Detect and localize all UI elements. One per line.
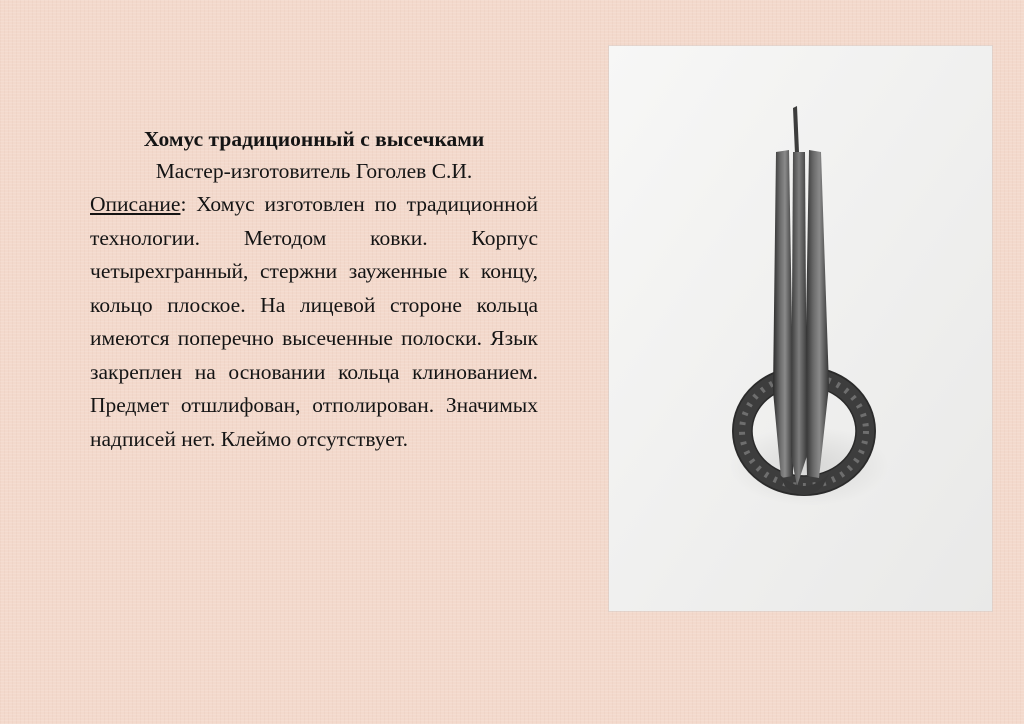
- text-block: [90, 124, 538, 456]
- master-line: Мастер-изготовитель Гоголев С.И.: [155, 159, 473, 183]
- jaw-harp-photo: [609, 46, 992, 611]
- description-separator: :: [180, 192, 187, 216]
- description-text: Хомус изготовлен по традиционной технологии. Методом ковки. Корпус четырехгранный, стержни зауженные к концу, кольцо плоское. На лицевой стороне кольца имеются поперечно высеченные полоски. Язык закреплен на основании кольца клинованием. Предмет отшлифован, отполирован. Значимых надписей нет. Клеймо отсутствует.: [90, 192, 538, 451]
- description-paragraph: [90, 188, 538, 456]
- item-title: Хомус традиционный с высечками: [143, 127, 485, 151]
- photo-frame: [609, 46, 992, 611]
- tongue: [791, 152, 807, 486]
- description-label: Описание: [90, 192, 181, 216]
